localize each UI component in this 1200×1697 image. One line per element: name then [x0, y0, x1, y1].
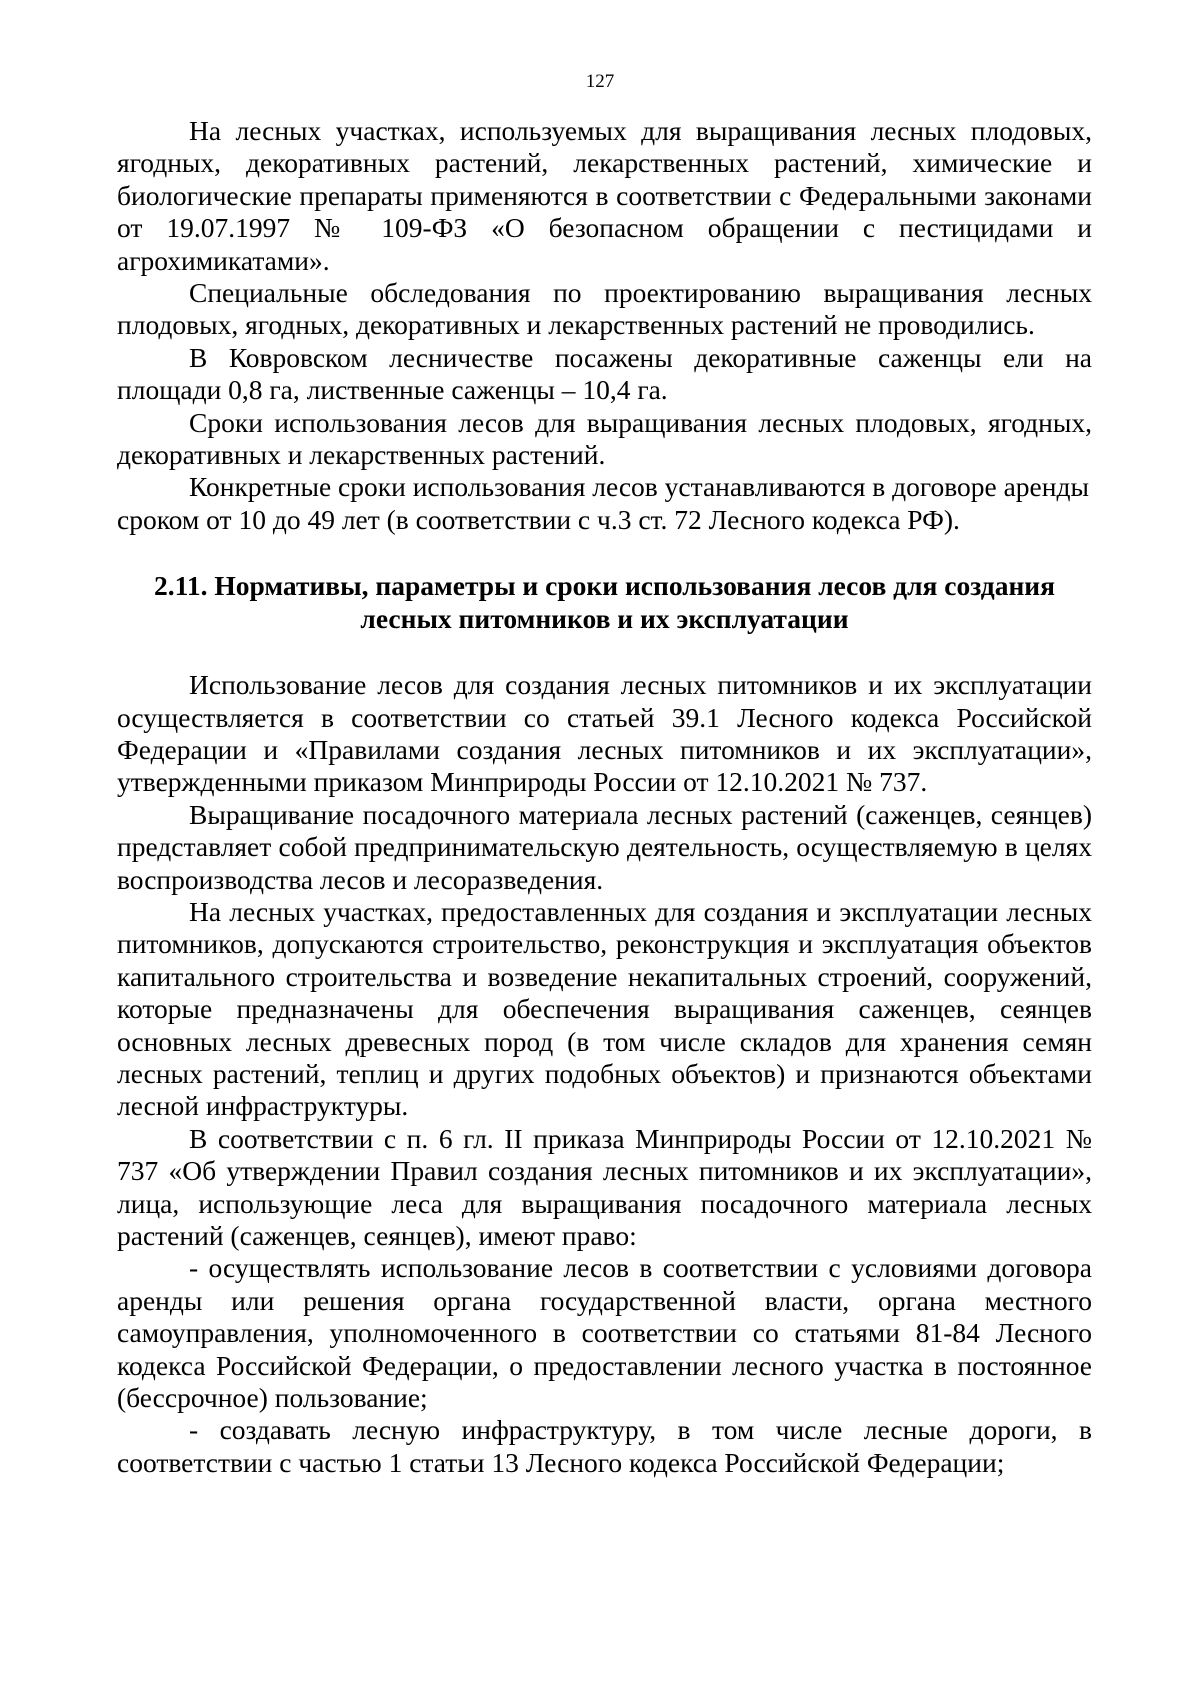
paragraph-rights-intro: В соответствии с п. 6 гл. II приказа Минприроды России от 12.10.2021 № 737 «Об утверждении Правил создания лесных питомников и их эксплуатации», лица, использующие леса для выращивания посадочного материала лесных растений (саженцев, сеянцев), имеют право:	[117, 1122, 1092, 1251]
paragraph-usage-terms: Сроки использования лесов для выращивания лесных плодовых, ягодных, декоративных и лекарственных растений.	[117, 406, 1092, 471]
paragraph-surveys: Специальные обследования по проектированию выращивания лесных плодовых, ягодных, декоративных и лекарственных растений не проводились.	[117, 277, 1092, 341]
paragraph-lease-terms: Конкретные сроки использования лесов устанавливаются в договоре аренды сроком от 10 до 49 лет (в соответствии с ч.3 ст. 72 Лесного кодекса РФ).	[117, 471, 1089, 535]
section-heading	[117, 570, 1092, 635]
page-content	[117, 115, 1092, 1479]
page-number: 127	[585, 71, 615, 92]
list-item-right-infrastructure: - создавать лесную инфраструктуру, в том числе лесные дороги, в соответствии с частью 1 статьи 13 Лесного кодекса Российской Федерации;	[117, 1414, 1092, 1478]
paragraph-planting-material: Выращивание посадочного материала лесных растений (саженцев, сеянцев) представляет собой предпринимательскую деятельность, осуществляемую в целях воспроизводства лесов и лесоразведения.	[117, 798, 1092, 895]
paragraph-chemicals: На лесных участках, используемых для выращивания лесных плодовых, ягодных, декоративных растений, лекарственных растений, химические и биологические препараты применяются в соответствии с Федеральными законами от 19.07.1997 № 109-ФЗ «О безопасном обращении с пестицидами и агрохимикатами».	[117, 115, 1092, 276]
list-item-right-use-forests: - осуществлять использование лесов в соответствии с условиями договора аренды или решения органа государственной власти, органа местного самоуправления, уполномоченного в соответствии со статьями 81-84 Лесного кодекса Российской Федерации, о предоставлении лесного участка в постоянное (бессрочное) пользование;	[117, 1252, 1092, 1414]
paragraph-nursery-usage: Использование лесов для создания лесных питомников и их эксплуатации осуществляется в соответствии со статьей 39.1 Лесного кодекса Российской Федерации и «Правилами создания лесных питомников и их эксплуатации», утвержденными приказом Минприроды России от 12.10.2021 № 737.	[117, 669, 1092, 798]
section-heading-line-2: лесных питомников и их эксплуатации	[360, 602, 849, 634]
paragraph-kovrov-plantings: В Ковровском лесничестве посажены декоративные саженцы ели на площади 0,8 га, лиственные саженцы – 10,4 га.	[117, 341, 1092, 406]
section-heading-line-1: 2.11. Нормативы, параметры и сроки использования лесов для создания	[153, 570, 1056, 602]
paragraph-nursery-infrastructure: На лесных участках, предоставленных для создания и эксплуатации лесных питомников, допускаются строительство, реконструкция и эксплуатация объектов капитального строительства и возведение некапитальных строений, сооружений, которые предназначены для обеспечения выращивания саженцев, сеянцев основных лесных древесных пород (в том числе складов для хранения семян лесных растений, теплиц и других подобных объектов) и признаются объектами лесной инфраструктуры.	[117, 895, 1092, 1122]
